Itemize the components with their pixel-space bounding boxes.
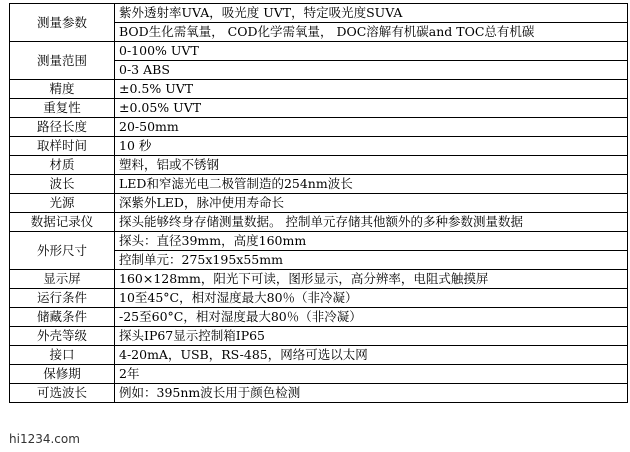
spec-row	[10, 99, 628, 118]
spec-label: 运行条件	[10, 289, 115, 308]
spec-row	[10, 327, 628, 346]
spec-label: 保修期	[10, 365, 115, 384]
spec-label: 光源	[10, 194, 115, 213]
spec-value: 10至45°C，相对湿度最大80％（非冷凝）	[115, 289, 628, 308]
spec-label: 外壳等级	[10, 327, 115, 346]
spec-label: 接口	[10, 346, 115, 365]
spec-row	[10, 270, 628, 289]
spec-value: -25至60°C，相对湿度最大80％（非冷凝）	[115, 308, 628, 327]
spec-table	[9, 3, 628, 403]
spec-value: ±0.05% UVT	[115, 99, 628, 118]
spec-row	[10, 289, 628, 308]
spec-row	[10, 365, 628, 384]
spec-value: 0-3 ABS	[115, 61, 628, 80]
spec-label: 可选波长	[10, 384, 115, 403]
spec-row	[10, 4, 628, 23]
spec-value: 控制单元：275x195x55mm	[115, 251, 628, 270]
spec-label: 测量参数	[10, 4, 115, 42]
spec-label: 数据记录仪	[10, 213, 115, 232]
spec-row	[10, 384, 628, 403]
spec-value: 紫外透射率UVA，吸光度 UVT，特定吸光度SUVA	[115, 4, 628, 23]
spec-value: BOD生化需氧量， COD化学需氧量， DOC溶解有机碳and TOC总有机碳	[115, 23, 628, 42]
spec-value: 探头：直径39mm，高度160mm	[115, 232, 628, 251]
spec-row	[10, 42, 628, 61]
spec-value: 深紫外LED，脉冲使用寿命长	[115, 194, 628, 213]
spec-value: 160×128mm，阳光下可读，图形显示，高分辨率，电阻式触摸屏	[115, 270, 628, 289]
spec-label: 储藏条件	[10, 308, 115, 327]
spec-label: 材质	[10, 156, 115, 175]
spec-value: 例如：395nm波长用于颜色检测	[115, 384, 628, 403]
spec-row	[10, 308, 628, 327]
spec-value: 探头IP67显示控制箱IP65	[115, 327, 628, 346]
spec-label: 重复性	[10, 99, 115, 118]
spec-row	[10, 194, 628, 213]
spec-value: 20-50mm	[115, 118, 628, 137]
spec-value: 2年	[115, 365, 628, 384]
spec-label: 外形尺寸	[10, 232, 115, 270]
spec-label: 显示屏	[10, 270, 115, 289]
spec-row	[10, 232, 628, 251]
spec-label: 精度	[10, 80, 115, 99]
spec-row	[10, 80, 628, 99]
spec-value: LED和窄滤光电二极管制造的254nm波长	[115, 175, 628, 194]
spec-row	[10, 137, 628, 156]
spec-row	[10, 156, 628, 175]
spec-value: 探头能够终身存储测量数据。 控制单元存储其他额外的多种参数测量数据	[115, 213, 628, 232]
spec-label: 测量范围	[10, 42, 115, 80]
watermark: hi1234.com	[9, 432, 80, 446]
spec-label: 波长	[10, 175, 115, 194]
spec-value: 4-20mA，USB，RS-485，网络可选以太网	[115, 346, 628, 365]
spec-label: 取样时间	[10, 137, 115, 156]
spec-value: 10 秒	[115, 137, 628, 156]
spec-value: ±0.5% UVT	[115, 80, 628, 99]
spec-row	[10, 175, 628, 194]
spec-table-body	[10, 4, 628, 403]
spec-value: 0-100% UVT	[115, 42, 628, 61]
spec-label: 路径长度	[10, 118, 115, 137]
spec-row	[10, 346, 628, 365]
spec-value: 塑料，铝或不锈钢	[115, 156, 628, 175]
spec-row	[10, 118, 628, 137]
spec-row	[10, 213, 628, 232]
